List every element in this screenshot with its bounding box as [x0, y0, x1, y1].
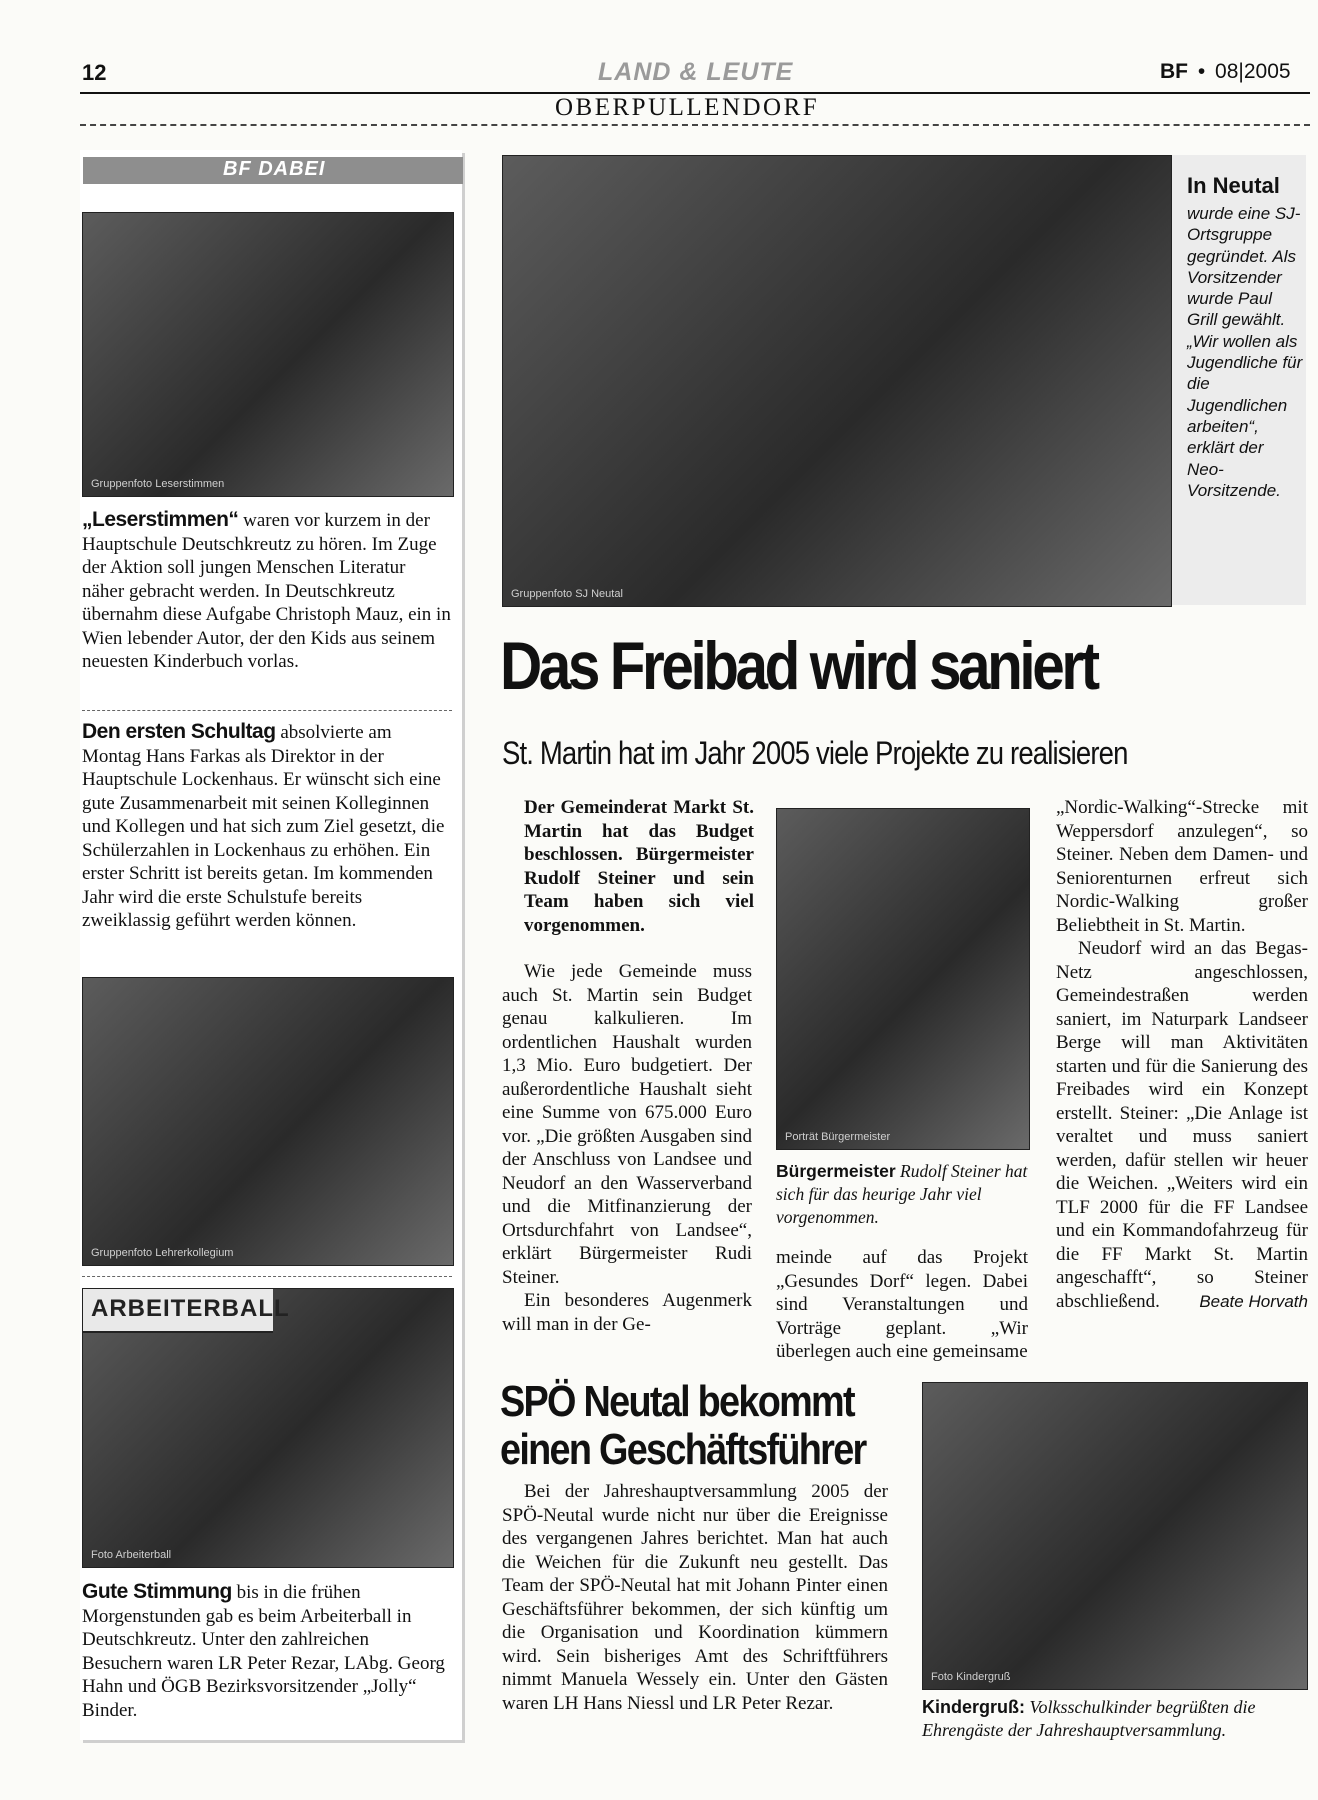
photo-lehrer: [82, 977, 454, 1266]
leserstimmen-text: waren vor kurzem in der Hauptschule Deutschkreutz zu hören. Im Zuge der Aktion soll jungen Menschen Literatur näher gebracht werden. In Deutschkreutz übernahm diese Aufgabe Christoph Mauz, ein in Wien lebender Autor, der den Kids aus seinem neuesten Kinderbuch vorlas.: [82, 510, 451, 672]
stimmung-text: bis in die frühen Morgenstunden gab es beim Arbeiterball in Deutschkreutz. Unter den zahlreichen Besuchern waren LR Peter Rezar, LAbg. Georg Hahn und ÖGB Bezirksvorsitzender „Jolly“ Binder.: [82, 1582, 445, 1721]
stimmung-kicker: Gute Stimmung: [82, 1580, 232, 1603]
issue-info: [1160, 60, 1291, 84]
leserstimmen-kicker: „Leserstimmen“: [82, 508, 239, 531]
article1-col1-p1: Wie jede Gemeinde muss auch St. Martin sein Budget genau kalkulieren. Im ordentlichen Haushalt wurden 1,3 Mio. Euro budgetiert. Der außerordentliche Haushalt sieht eine Summe von 675.000 Euro vor. „Die größten Ausgaben sind der Anschluss von Landsee und Neudorf an den Wasserverband und die Mitfinanzierung der Ortsdurchfahrt von Landsee“, erklärt Bürgermeister Rudi Steiner.: [502, 961, 752, 1288]
kindergruss-caption-text: Volksschulkinder begrüßten die Ehrengäste der Jahreshauptversammlung.: [922, 1697, 1256, 1740]
bullet-separator: •: [1197, 60, 1206, 83]
sj-caption-box: [1172, 155, 1306, 605]
article1-lead: Der Gemeinderat Markt St. Martin hat das Budget beschlossen. Bürgermeister Rudolf Steiner und sein Team haben sich viel vorgenommen.: [524, 797, 754, 936]
region-title: OBERPULLENDORF: [555, 94, 820, 121]
article1-col2: meinde auf das Projekt „Gesundes Dorf“ legen. Dabei sind Veranstaltungen und Vorträge geplant. „Wir überlegen auch eine gemeinsame: [776, 1247, 1028, 1362]
sj-caption-kicker: In Neutal: [1187, 173, 1280, 198]
article1-subheadline: St. Martin hat im Jahr 2005 viele Projekte zu realisieren: [502, 735, 1128, 771]
kindergruss-caption: [922, 1696, 1306, 1742]
article2-headline-line1: SPÖ Neutal bekommt: [500, 1377, 854, 1426]
photo-arbeiterball: [82, 1288, 454, 1568]
buergermeister-caption-kicker: Bürgermeister: [776, 1161, 896, 1181]
article1-headline: Das Freibad wird saniert: [500, 628, 1097, 704]
photo-leserstimmen-label: Gruppenfoto Leserstimmen: [91, 478, 225, 490]
article1-col3-p1: „Nordic-Walking“-Strecke mit Weppersdorf anzulegen“, so Steiner. Neben dem Damen- und Seniorenturnen erfreut sich Nordic-Walking großer Beliebtheit in St. Martin.: [1056, 797, 1308, 936]
article1-col3-p2: Neudorf wird an das Begas-Netz angeschlossen, Gemeindestraßen werden saniert, im Naturpark Landseer Berge will man Aktivitäten starten und für die Sanierung des Freibades wird ein Konzept erstellt. Steiner: „Die Anlage ist veraltet und muss saniert werden, dafür stellen wir heuer die Weichen. „Weiters wird ein TLF 2000 für die FF Landsee und ein Kommandofahrzeug für die FF Markt St. Martin angeschafft“, so Steiner abschließend.: [1056, 938, 1308, 1312]
article2-headline-line2: einen Geschäftsführer: [500, 1425, 866, 1474]
arbeiterball-banner-text: ARBEITERBALL: [91, 1295, 290, 1322]
article2-headline: [500, 1378, 866, 1474]
photo-kindergruss: [922, 1382, 1308, 1690]
photo-leserstimmen: [82, 212, 454, 497]
photo-kindergruss-label: Foto Kindergruß: [931, 1671, 1011, 1683]
header-dash-rule: [80, 124, 1310, 126]
schultag-kicker: Den ersten Schultag: [82, 720, 276, 743]
sidebar-item-schultag: [82, 720, 452, 933]
article1-col1: [502, 960, 752, 1336]
section-title: LAND & LEUTE: [598, 58, 794, 86]
photo-sj-neutal-label: Gruppenfoto SJ Neutal: [511, 588, 623, 600]
sidebar-banner-label: BF DABEI: [223, 158, 326, 180]
sidebar-banner: [83, 157, 463, 184]
arbeiterball-banner: [83, 1289, 290, 1333]
magazine-name: BF: [1160, 60, 1188, 83]
photo-sj-neutal: [502, 155, 1172, 607]
article2-body: Bei der Jahreshauptversammlung 2005 der SPÖ-Neutal wurde nicht nur über die Ereignisse des vergangenen Jahres berichtet. Man hat auch die Weichen für die Zukunft neu gestellt. Das Team der SPÖ-Neutal hat mit Johann Pinter einen Geschäftsführer bekommen, der sich künftig um die Organisation und Koordination kümmern wird. Sein bisheriges Amt des Schriftführers nimmt Manuela Wessely ein. Unter den Gästen waren LH Hans Niessl und LR Peter Rezar.: [502, 1481, 888, 1714]
schultag-text: absolvierte am Montag Hans Farkas als Direktor in der Hauptschule Lockenhaus. Er wünscht sich eine gute Zusammenarbeit mit seinen Kolleginnen und Kollegen und hat sich zum Ziel gesetzt, die Schülerzahlen in Lockenhaus zu erhöhen. Ein erster Schritt ist bereits getan. Im kommenden Jahr wird die erste Schulstufe bereits zweiklassig geführt werden können.: [82, 722, 445, 931]
buergermeister-caption-text: Rudolf Steiner hat sich für das heurige Jahr viel vorgenommen.: [776, 1161, 1028, 1227]
article1-col1-p2: Ein besonderes Augenmerk will man in der Ge-: [502, 1290, 752, 1335]
photo-lehrer-label: Gruppenfoto Lehrerkollegium: [91, 1247, 234, 1259]
article1-author: Beate Horvath: [1199, 1292, 1308, 1311]
sidebar-divider-1: [82, 710, 452, 711]
photo-buergermeister-label: Porträt Bürgermeister: [785, 1131, 891, 1143]
photo-buergermeister: [776, 808, 1030, 1150]
article1-col3: [1056, 796, 1308, 1314]
page-number: 12: [82, 60, 107, 85]
kindergruss-caption-kicker: Kindergruß:: [922, 1697, 1025, 1717]
photo-arbeiterball-label: Foto Arbeiterball: [91, 1549, 172, 1561]
issue-date: 08|2005: [1215, 60, 1291, 83]
sidebar-item-leserstimmen: [82, 508, 452, 674]
sidebar-item-stimmung: [82, 1580, 452, 1722]
buergermeister-caption: [776, 1160, 1028, 1229]
sidebar-divider-2: [82, 1276, 452, 1277]
sj-caption-text: wurde eine SJ-Ortsgruppe gegründet. Als Vorsitzender wurde Paul Grill gewählt. „Wir wollen als Jugendliche für die Jugendlichen arbeiten“, erklärt der Neo-Vorsitzende.: [1187, 204, 1303, 500]
